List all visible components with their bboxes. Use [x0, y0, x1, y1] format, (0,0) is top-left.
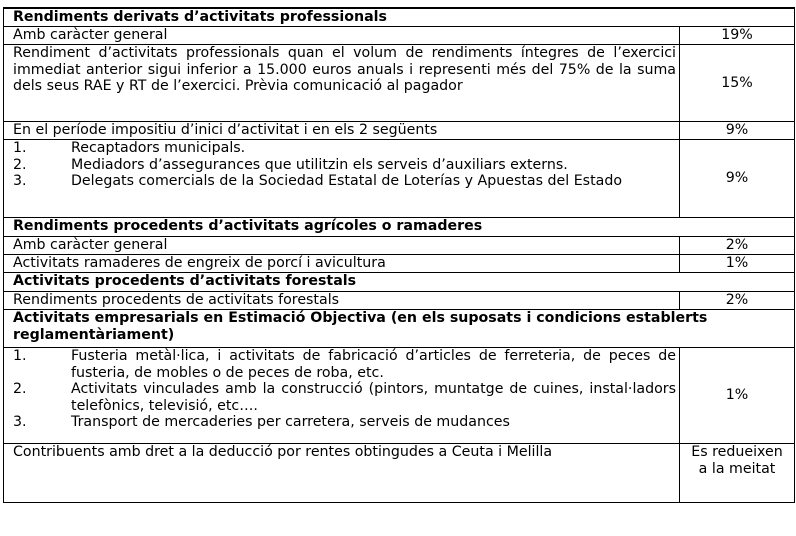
list-text: Mediadors d’assegurances que utilitzin els serveis d’auxiliars externs.	[71, 156, 568, 173]
table-row	[4, 255, 795, 273]
table-row	[4, 237, 795, 255]
section-heading-row	[4, 310, 795, 348]
row-rate: 2%	[680, 292, 795, 310]
withholding-rates-table	[3, 7, 795, 503]
list-number: 1.	[13, 140, 27, 156]
table-row	[4, 140, 795, 218]
row-list	[4, 348, 680, 444]
table-row	[4, 122, 795, 140]
section-heading: Rendiments derivats d’activitats professionals	[4, 8, 795, 27]
list-text: Fusteria metàl·lica, i activitats de fabricació d’articles de ferreteria, de peces de fusteria, de mobles o de peces de roba, etc.	[71, 348, 676, 381]
list-item	[13, 157, 676, 174]
section-heading-row	[4, 8, 795, 27]
list-number: 3.	[13, 173, 27, 189]
list-item	[13, 348, 676, 381]
list-text: Recaptadors municipals.	[71, 140, 246, 156]
table-row	[4, 45, 795, 122]
table-row	[4, 292, 795, 310]
row-text: Contribuents amb dret a la deducció por rentes obtingudes a Ceuta i Melilla	[4, 444, 680, 503]
row-text: Activitats ramaderes de engreix de porcí i avicultura	[4, 255, 680, 273]
row-rate: 1%	[680, 348, 795, 444]
row-rate: 19%	[680, 27, 795, 45]
list-item	[13, 381, 676, 414]
row-rate: 15%	[680, 45, 795, 122]
section-heading-row	[4, 218, 795, 237]
list-number: 2.	[13, 381, 27, 397]
row-rate: 2%	[680, 237, 795, 255]
table-row	[4, 27, 795, 45]
section-heading: Activitats procedents d’activitats forestals	[4, 273, 795, 292]
row-rate: Es redueixen a la meitat	[680, 444, 795, 503]
table-row	[4, 444, 795, 503]
row-list	[4, 140, 680, 218]
row-text: Amb caràcter general	[4, 237, 680, 255]
table-row	[4, 348, 795, 444]
section-heading: Rendiments procedents d’activitats agrícoles o ramaderes	[4, 218, 795, 237]
row-text: Rendiment d’activitats professionals quan el volum de rendiments íntegres de l’exercici immediat anterior sigui inferior a 15.000 euros anuals i representi més del 75% de la suma dels seus RAE y RT de l’exercici. Prèvia comunicació al pagador	[4, 45, 680, 122]
list-item	[13, 414, 676, 431]
list-number: 2.	[13, 156, 27, 173]
list-number: 3.	[13, 414, 27, 430]
list-text: Transport de mercaderies per carretera, serveis de mudances	[71, 414, 510, 430]
row-rate: 9%	[680, 140, 795, 218]
list-item	[13, 140, 676, 157]
section-heading-row	[4, 273, 795, 292]
list-number: 1.	[13, 348, 27, 364]
row-text: Amb caràcter general	[4, 27, 680, 45]
list-text: Delegats comercials de la Sociedad Estatal de Loterías y Apuestas del Estado	[71, 173, 623, 189]
list-text: Activitats vinculades amb la construcció (pintors, muntatge de cuines, instal·ladors telefònics, televisió, etc….	[71, 381, 676, 414]
section-heading: Activitats empresarials en Estimació Objectiva (en els suposats i condicions establerts reglamentàriament)	[4, 310, 795, 348]
row-text: Rendiments procedents de activitats forestals	[4, 292, 680, 310]
row-text: En el període impositiu d’inici d’activitat i en els 2 següents	[4, 122, 680, 140]
list-item	[13, 173, 676, 190]
row-rate: 1%	[680, 255, 795, 273]
row-rate: 9%	[680, 122, 795, 140]
